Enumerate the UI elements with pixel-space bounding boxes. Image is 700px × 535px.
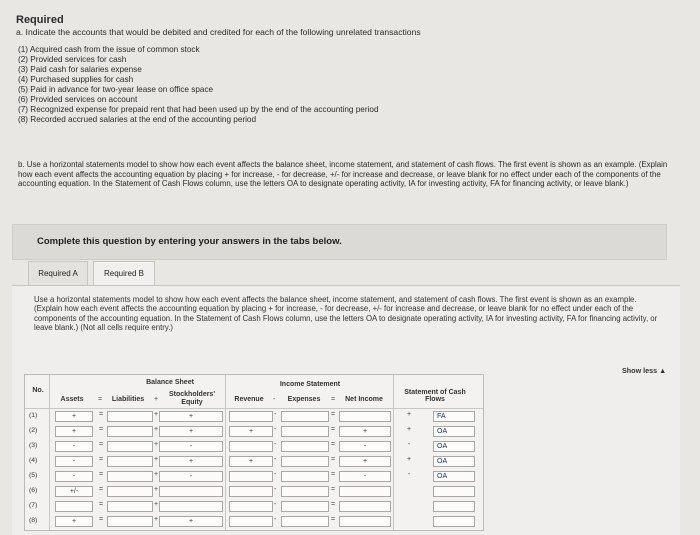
operator: +: [154, 501, 159, 508]
cell-value: +: [188, 518, 194, 525]
operator: -: [274, 411, 277, 418]
operator: -: [274, 486, 277, 493]
operator: +: [154, 426, 159, 433]
col-liabilities: Liabilities: [111, 396, 145, 403]
answer-input[interactable]: [339, 516, 391, 527]
answer-input[interactable]: [159, 426, 223, 437]
operator: =: [331, 456, 336, 463]
row-number: (1): [29, 412, 38, 419]
col-net-income: Net Income: [345, 396, 383, 403]
answer-input[interactable]: [229, 456, 273, 467]
instruction-banner: [12, 224, 667, 260]
answer-input[interactable]: [229, 411, 273, 422]
cash-sign: -: [407, 471, 411, 478]
answer-input[interactable]: [107, 516, 153, 527]
answer-input[interactable]: [55, 426, 93, 437]
operator: =: [99, 471, 104, 478]
operator: +: [154, 471, 159, 478]
cash-flow-input[interactable]: [433, 486, 475, 497]
banner-text: Complete this question by entering your answers in the tabs below.: [37, 236, 342, 247]
operator: =: [99, 516, 104, 523]
cash-flow-value: FA: [437, 413, 446, 420]
cell-value: -: [72, 473, 76, 480]
cash-flow-value: OA: [437, 443, 448, 450]
cash-flow-value: OA: [437, 458, 448, 465]
required-title: Required: [16, 14, 64, 26]
answer-input[interactable]: [55, 501, 93, 512]
header-divider: [25, 408, 483, 409]
event-item: (5) Paid in advance for two-year lease on office space: [18, 85, 214, 94]
operator: -: [274, 456, 277, 463]
answer-input[interactable]: [107, 441, 153, 452]
cell-value: +: [71, 428, 77, 435]
col-assets: Assets: [60, 396, 84, 403]
balance-sheet-header: Balance Sheet: [146, 379, 194, 386]
answer-input[interactable]: [281, 441, 329, 452]
operator: +: [154, 456, 159, 463]
cash-flow-value: OA: [437, 473, 448, 480]
equals-operator: =: [331, 396, 336, 403]
answer-input[interactable]: [55, 486, 93, 497]
cash-flow-input[interactable]: [433, 426, 475, 437]
event-item: (7) Recognized expense for prepaid rent that had been used up by the end of the accounting period: [18, 105, 379, 114]
answer-input[interactable]: [229, 486, 273, 497]
operator: =: [331, 471, 336, 478]
cash-flow-input[interactable]: [433, 441, 475, 452]
column-divider: [393, 375, 394, 530]
answer-input[interactable]: [107, 426, 153, 437]
cell-value: +: [362, 428, 368, 435]
cash-sign: +: [406, 456, 412, 463]
cell-value: +: [71, 518, 77, 525]
operator: =: [331, 411, 336, 418]
row-number: (7): [29, 502, 38, 509]
cash-flow-input[interactable]: [433, 456, 475, 467]
operator: =: [331, 516, 336, 523]
event-item: (8) Recorded accrued salaries at the end of the accounting period: [18, 115, 257, 124]
answer-input[interactable]: [339, 411, 391, 422]
cash-flow-value: OA: [437, 428, 448, 435]
row-number: (2): [29, 427, 38, 434]
answer-input[interactable]: [339, 456, 391, 467]
answer-input[interactable]: [281, 486, 329, 497]
answer-input[interactable]: [229, 471, 273, 482]
cash-flow-input[interactable]: [433, 516, 475, 527]
col-equity: Stockholders' Equity: [168, 391, 215, 406]
equals-operator: =: [98, 396, 103, 403]
answer-input[interactable]: [107, 486, 153, 497]
answer-input[interactable]: [339, 471, 391, 482]
answer-input[interactable]: [107, 411, 153, 422]
tab-required-a[interactable]: Required A: [28, 261, 88, 287]
row-number: (4): [29, 457, 38, 464]
answer-input[interactable]: [229, 426, 273, 437]
cash-flow-input[interactable]: [433, 501, 475, 512]
cell-value: -: [189, 443, 193, 450]
operator: =: [99, 501, 104, 508]
row-number: (3): [29, 442, 38, 449]
answer-input[interactable]: [55, 516, 93, 527]
answer-input[interactable]: [339, 426, 391, 437]
answer-input[interactable]: [107, 456, 153, 467]
income-statement-header: Income Statement: [279, 381, 341, 388]
cash-sign: +: [406, 426, 412, 433]
operator: -: [274, 426, 277, 433]
operator: +: [154, 411, 159, 418]
row-number: (8): [29, 517, 38, 524]
cell-value: -: [363, 443, 367, 450]
tab-instructions: Use a horizontal statements model to show how each event affects the balance sheet, income statement, and statement of cash flows. The first event is shown as an example. (Explain how each event affects the accounting equation by placing + for increase, - for decrease, +/- for increase and decrease, or leave blank for no effect under each of the components of the accounting equation. In the Statement of Cash Flows column, use the letters OA to designate operating activity, IA for investing activity, FA for financing activity, or leave blank.) (Not all cells require entry.): [34, 295, 658, 333]
row-number: (5): [29, 472, 38, 479]
answer-input[interactable]: [55, 411, 93, 422]
question-header: [16, 14, 686, 125]
cash-sign: -: [407, 441, 411, 448]
event-item: (6) Provided services on account: [18, 95, 138, 104]
answer-input[interactable]: [159, 441, 223, 452]
part-b-text: b. Use a horizontal statements model to show how each event affects the balance sheet, income statement, and statement of cash flows. The first event is shown as an example. (Explain how each event affects the accounting equation by placing + for increase, - for decrease, +/- for increase and decrease, or leave blank for no effect under each of the components of the accounting equation. In the Statement of Cash Flows column, use the letters OA to designate operating activity, IA for investing activity, FA for financing activity, or leave blank.): [18, 160, 668, 189]
operator: +: [154, 486, 159, 493]
answer-input[interactable]: [55, 456, 93, 467]
cell-value: +: [188, 428, 194, 435]
answer-input[interactable]: [281, 411, 329, 422]
operator: =: [331, 441, 336, 448]
answer-input[interactable]: [339, 441, 391, 452]
event-item: (4) Purchased supplies for cash: [18, 75, 134, 84]
event-item: (2) Provided services for cash: [18, 55, 127, 64]
cell-value: +: [71, 413, 77, 420]
answer-input[interactable]: [159, 501, 223, 512]
operator: =: [331, 501, 336, 508]
answer-input[interactable]: [229, 516, 273, 527]
part-a-text: a. Indicate the accounts that would be debited and credited for each of the following unrelated transactions: [16, 27, 421, 37]
operator: -: [274, 441, 277, 448]
operator: =: [99, 441, 104, 448]
answer-input[interactable]: [107, 501, 153, 512]
cell-value: -: [72, 443, 76, 450]
col-revenue: Revenue: [234, 396, 264, 403]
show-less-link[interactable]: Show less ▲: [622, 366, 667, 375]
answer-input[interactable]: [281, 456, 329, 467]
cell-value: -: [189, 473, 193, 480]
answer-input[interactable]: [159, 516, 223, 527]
operator: -: [274, 471, 277, 478]
cell-value: +: [362, 458, 368, 465]
answer-input[interactable]: [159, 486, 223, 497]
operator: =: [331, 426, 336, 433]
answer-input[interactable]: [229, 501, 273, 512]
row-number: (6): [29, 487, 38, 494]
cell-value: +/-: [69, 488, 79, 495]
operator: =: [99, 456, 104, 463]
cell-value: +: [188, 413, 194, 420]
operator: =: [99, 426, 104, 433]
col-no: No.: [32, 387, 44, 394]
answer-input[interactable]: [229, 441, 273, 452]
event-item: (3) Paid cash for salaries expense: [18, 65, 142, 74]
cell-value: -: [72, 458, 76, 465]
answer-input[interactable]: [55, 441, 93, 452]
answer-input[interactable]: [159, 471, 223, 482]
answer-input[interactable]: [159, 411, 223, 422]
answer-input[interactable]: [107, 471, 153, 482]
answer-input[interactable]: [281, 501, 329, 512]
answer-input[interactable]: [55, 471, 93, 482]
plus-operator: +: [154, 396, 159, 403]
column-divider: [49, 375, 50, 530]
col-expenses: Expenses: [287, 396, 321, 403]
answer-input[interactable]: [159, 456, 223, 467]
operator: +: [154, 516, 159, 523]
answer-input[interactable]: [281, 516, 329, 527]
column-divider: [225, 375, 226, 530]
cell-value: +: [248, 428, 254, 435]
answer-input[interactable]: [339, 501, 391, 512]
answer-input[interactable]: [339, 486, 391, 497]
minus-operator: -: [273, 396, 276, 403]
operator: -: [274, 501, 277, 508]
cell-value: +: [248, 458, 254, 465]
cash-flow-input[interactable]: [433, 471, 475, 482]
operator: +: [154, 441, 159, 448]
cell-value: -: [363, 473, 367, 480]
operator: -: [274, 516, 277, 523]
horizontal-statements-table: [24, 374, 484, 531]
operator: =: [99, 486, 104, 493]
operator: =: [99, 411, 104, 418]
cash-flow-input[interactable]: [433, 411, 475, 422]
tab-required-b[interactable]: Required B: [93, 261, 155, 287]
event-item: (1) Acquired cash from the issue of common stock: [18, 45, 200, 54]
answer-input[interactable]: [281, 426, 329, 437]
cash-sign: +: [406, 411, 412, 418]
operator: =: [331, 486, 336, 493]
cell-value: +: [188, 458, 194, 465]
answer-input[interactable]: [281, 471, 329, 482]
cash-flows-header: Statement of Cash Flows: [404, 389, 466, 403]
events-list: [16, 45, 686, 125]
